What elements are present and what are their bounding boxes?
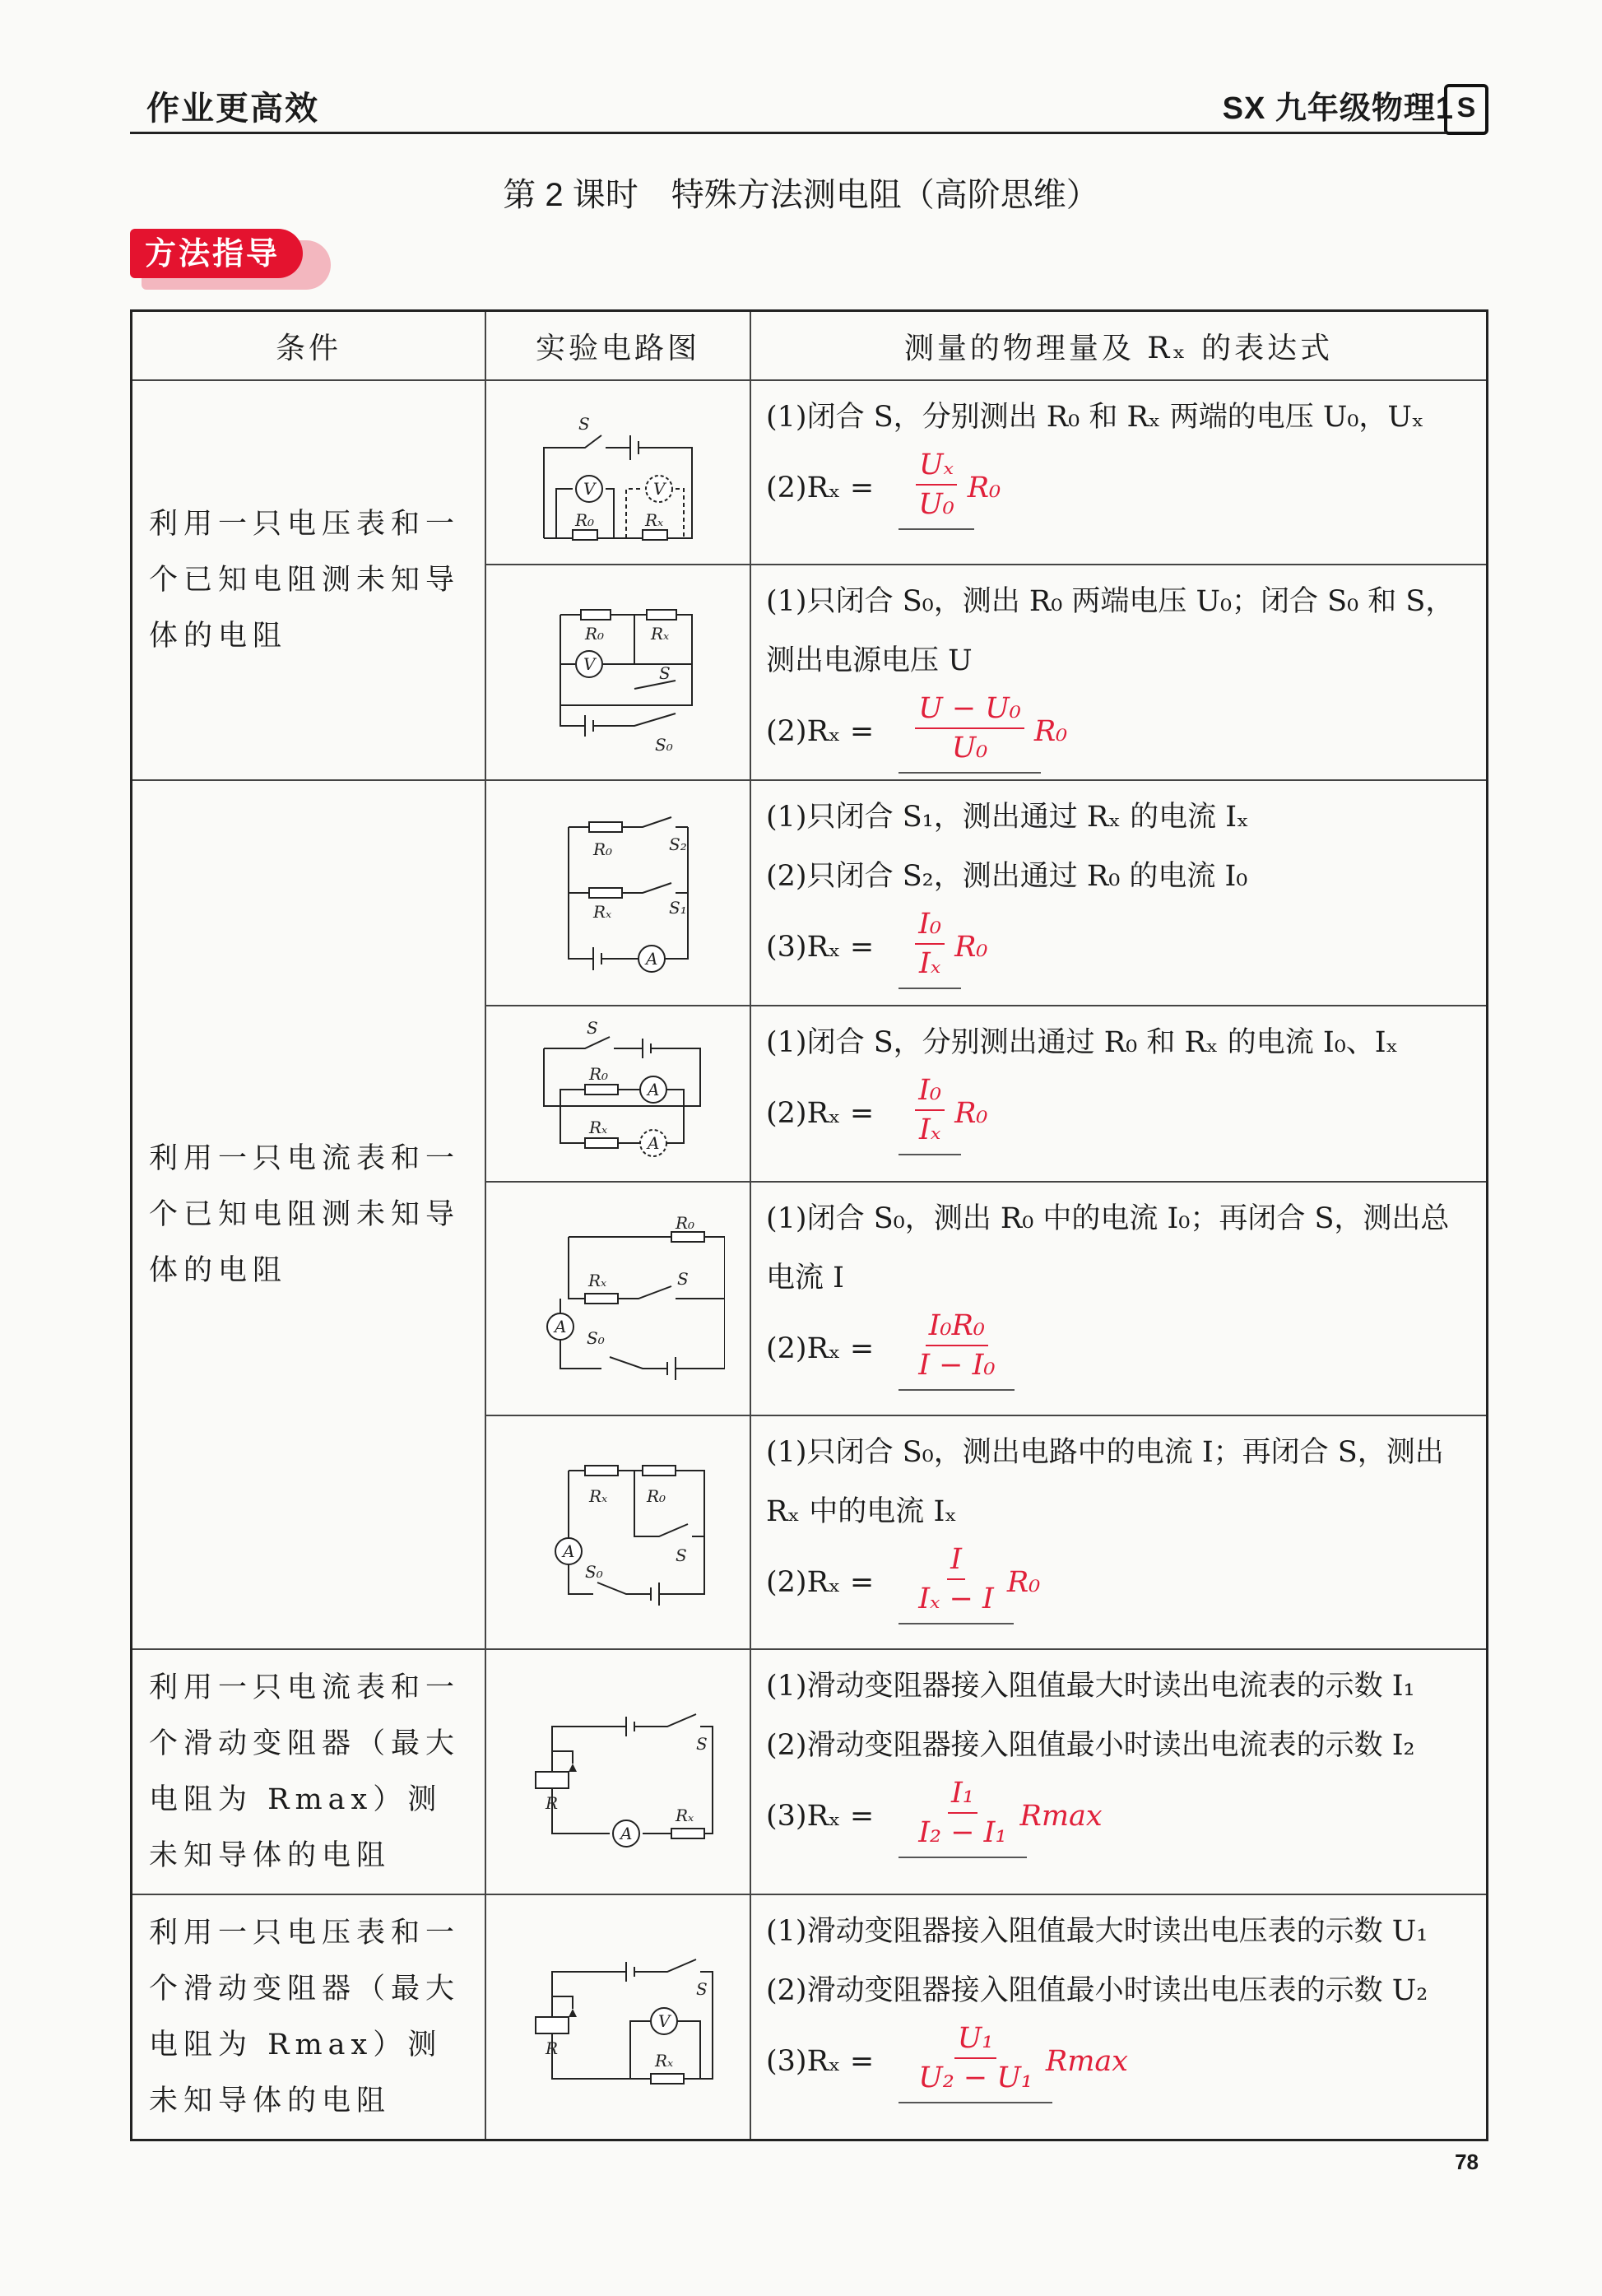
fraction xyxy=(899,446,974,530)
formula-multiplier: Rmax xyxy=(1045,2045,1129,2078)
formula xyxy=(766,906,1471,988)
page-title: 第 2 课时 特殊方法测电阻（高阶思维） xyxy=(503,177,1099,213)
ammeter-icon: A xyxy=(648,1080,660,1099)
diagram-label: S xyxy=(676,1545,687,1565)
formula xyxy=(766,1775,1471,1857)
condition-cell: 利用一只电压表和一个已知电阻测未知导体的电阻 xyxy=(132,380,486,780)
formula xyxy=(766,1072,1471,1155)
circuit-diagram-voltmeter-series xyxy=(511,390,725,555)
step-text: (1)闭合 S₀，测出 R₀ 中的电流 I₀；再闭合 S，测出总电流 I xyxy=(766,1202,1450,1294)
table-row xyxy=(132,780,1488,1006)
step-text: (2)只闭合 S₂，测出通过 R₀ 的电流 I₀ xyxy=(766,860,1248,893)
diagram-label: S₀ xyxy=(585,1562,603,1582)
diagram-label: R₀ xyxy=(589,1064,609,1084)
formula-multiplier: R₀ xyxy=(1006,1566,1041,1599)
fraction-numerator: I₀ xyxy=(915,1071,945,1111)
formula xyxy=(766,1541,1471,1624)
formula-label: (2)Rₓ = xyxy=(766,715,875,748)
fraction-numerator: I₀ xyxy=(915,905,945,945)
diagram-label: Rₓ xyxy=(645,510,664,530)
fraction xyxy=(899,2019,1052,2103)
circuit-diagram-cell xyxy=(485,565,750,780)
voltmeter-icon: V xyxy=(658,2011,671,2031)
circuit-diagram-two-switches xyxy=(511,794,725,992)
formula xyxy=(766,2020,1471,2103)
circuit-diagram-cell xyxy=(485,1894,750,2140)
formula-multiplier: R₀ xyxy=(954,931,988,964)
circuit-diagram-voltmeter-parallel-switch xyxy=(511,582,725,763)
publisher-logo-icon: S xyxy=(1444,84,1488,135)
circuit-diagram-cell xyxy=(485,1006,750,1182)
diagram-label: S xyxy=(659,663,671,683)
fraction xyxy=(899,690,1041,774)
ammeter-icon: A xyxy=(563,1541,575,1561)
header-left-title: 作业更高效 xyxy=(146,91,319,127)
circuit-diagram-series-switch xyxy=(511,1429,725,1635)
diagram-label: S₁ xyxy=(669,898,687,918)
formula-label: (3)Rₓ = xyxy=(766,2045,875,2078)
fraction xyxy=(899,1071,961,1155)
expression-cell xyxy=(750,1649,1488,1894)
condition-cell: 利用一只电压表和一个滑动变阻器（最大电阻为 Rmax）测未知导体的电阻 xyxy=(132,1894,486,2140)
step-text: (1)闭合 S，分别测出 R₀ 和 Rₓ 两端的电压 U₀，Uₓ xyxy=(766,401,1424,434)
formula-multiplier: R₀ xyxy=(954,1097,988,1130)
circuit-diagram-cell xyxy=(485,1182,750,1415)
diagram-label: S xyxy=(578,414,590,434)
circuit-diagram-cell xyxy=(485,380,750,565)
table-header-cell: 条件 xyxy=(132,311,486,381)
header-right-title: SX 九年级物理1 xyxy=(1222,91,1454,126)
step-text: (1)滑动变阻器接入阻值最大时读出电压表的示数 U₁ xyxy=(766,1915,1428,1948)
formula-label: (3)Rₓ = xyxy=(766,931,875,964)
ammeter-icon: A xyxy=(646,949,658,969)
expression-cell xyxy=(750,1415,1488,1649)
voltmeter-icon: V xyxy=(583,479,596,499)
diagram-label: R₀ xyxy=(593,839,613,859)
diagram-label: R₀ xyxy=(575,510,595,530)
expression-cell xyxy=(750,1006,1488,1182)
table-header-row xyxy=(132,311,1488,381)
formula-label: (2)Rₓ = xyxy=(766,1566,875,1599)
ammeter-icon: A xyxy=(648,1133,660,1153)
fraction-denominator: I₂ − I₁ xyxy=(918,1816,1007,1849)
formula xyxy=(766,1308,1471,1390)
diagram-label: Rₓ xyxy=(588,1271,607,1290)
circuit-diagram-cell xyxy=(485,780,750,1006)
diagram-label: Rₓ xyxy=(676,1806,694,1825)
table-header-cell: 实验电路图 xyxy=(485,311,750,381)
fraction-numerator: I₁ xyxy=(948,1774,977,1814)
fraction-denominator: U₂ − U₁ xyxy=(918,2061,1033,2094)
fraction-denominator: Iₓ − I xyxy=(918,1583,994,1615)
table-header-cell: 测量的物理量及 Rₓ 的表达式 xyxy=(750,311,1488,381)
step-text: (1)只闭合 S₀，测出电路中的电流 I；再闭合 S，测出 Rₓ 中的电流 Iₓ xyxy=(766,1436,1444,1528)
diagram-label: Rₓ xyxy=(593,902,612,922)
fraction-denominator: I − I₀ xyxy=(918,1349,996,1382)
diagram-label: R₀ xyxy=(647,1486,666,1506)
diagram-label: S₂ xyxy=(669,834,687,854)
fraction-denominator: U₀ xyxy=(951,732,988,765)
formula-multiplier: Rmax xyxy=(1019,1800,1103,1833)
fraction-denominator: Iₓ xyxy=(919,947,941,980)
circuit-diagram-parallel-switch xyxy=(511,1196,725,1401)
expression-cell xyxy=(750,780,1488,1006)
step-text: (1)滑动变阻器接入阻值最大时读出电流表的示数 I₁ xyxy=(766,1670,1415,1703)
fraction-denominator: Iₓ xyxy=(919,1113,941,1146)
formula-label: (3)Rₓ = xyxy=(766,1800,875,1833)
diagram-label: S xyxy=(696,1979,708,1999)
fraction-numerator: U − U₀ xyxy=(915,690,1024,729)
table-row xyxy=(132,1894,1488,2140)
ammeter-icon: A xyxy=(620,1824,633,1843)
step-text: (1)闭合 S，分别测出通过 R₀ 和 Rₓ 的电流 I₀、Iₓ xyxy=(766,1026,1399,1059)
ammeter-icon: A xyxy=(555,1317,567,1336)
fraction-numerator: U₁ xyxy=(954,2019,997,2059)
step-text: (2)滑动变阻器接入阻值最小时读出电压表的示数 U₂ xyxy=(766,1974,1428,2007)
step-text: (2)滑动变阻器接入阻值最小时读出电流表的示数 I₂ xyxy=(766,1729,1415,1762)
diagram-label: Rₓ xyxy=(651,624,670,644)
formula-label: (2)Rₓ = xyxy=(766,1332,875,1365)
fraction-numerator: Uₓ xyxy=(916,446,957,486)
section-badge: 方法指导 xyxy=(130,229,303,278)
formula xyxy=(766,690,1471,773)
condition-cell: 利用一只电流表和一个滑动变阻器（最大电阻为 Rmax）测未知导体的电阻 xyxy=(132,1649,486,1894)
page-number: 78 xyxy=(1455,2150,1479,2174)
fraction xyxy=(899,905,961,989)
fraction-numerator: I xyxy=(947,1541,965,1580)
circuit-diagram-two-ammeters xyxy=(511,1016,725,1172)
diagram-label: R₀ xyxy=(585,624,605,644)
diagram-label: S₀ xyxy=(655,735,673,755)
diagram-label: R₀ xyxy=(676,1213,695,1233)
expression-cell xyxy=(750,565,1488,780)
method-table xyxy=(130,309,1488,2141)
fraction-numerator: I₀R₀ xyxy=(926,1307,988,1346)
table-row xyxy=(132,380,1488,565)
table-row xyxy=(132,1649,1488,1894)
voltmeter-icon: V xyxy=(583,654,596,674)
expression-cell xyxy=(750,1894,1488,2140)
formula xyxy=(766,447,1471,529)
diagram-label: S xyxy=(677,1269,689,1289)
header-divider xyxy=(130,132,1446,134)
expression-cell xyxy=(750,1182,1488,1415)
circuit-diagram-rheostat-voltmeter xyxy=(511,1914,725,2120)
fraction xyxy=(899,1307,1015,1391)
circuit-diagram-cell xyxy=(485,1415,750,1649)
formula-label: (2)Rₓ = xyxy=(766,1097,875,1130)
fraction-denominator: U₀ xyxy=(918,488,954,521)
diagram-label: Rₓ xyxy=(589,1486,608,1506)
step-text: (1)只闭合 S₀，测出 R₀ 两端电压 U₀；闭合 S₀ 和 S，测出电源电压 U xyxy=(766,585,1455,677)
diagram-label: S xyxy=(696,1734,708,1754)
diagram-label: Rₓ xyxy=(655,2051,674,2071)
fraction xyxy=(899,1774,1026,1858)
expression-cell xyxy=(750,380,1488,565)
diagram-label: S₀ xyxy=(587,1328,605,1348)
formula-multiplier: R₀ xyxy=(967,472,1001,504)
formula-multiplier: R₀ xyxy=(1033,715,1068,748)
circuit-diagram-rheostat-ammeter xyxy=(511,1669,725,1875)
condition-cell: 利用一只电流表和一个已知电阻测未知导体的电阻 xyxy=(132,780,486,1649)
formula-label: (2)Rₓ = xyxy=(766,472,875,504)
diagram-label: R xyxy=(546,1793,559,1813)
voltmeter-icon: V xyxy=(653,479,666,499)
diagram-label: Rₓ xyxy=(589,1118,608,1137)
diagram-label: S xyxy=(587,1018,598,1038)
diagram-label: R xyxy=(546,2038,559,2058)
fraction xyxy=(899,1541,1014,1624)
step-text: (1)只闭合 S₁，测出通过 Rₓ 的电流 Iₓ xyxy=(766,801,1249,834)
circuit-diagram-cell xyxy=(485,1649,750,1894)
